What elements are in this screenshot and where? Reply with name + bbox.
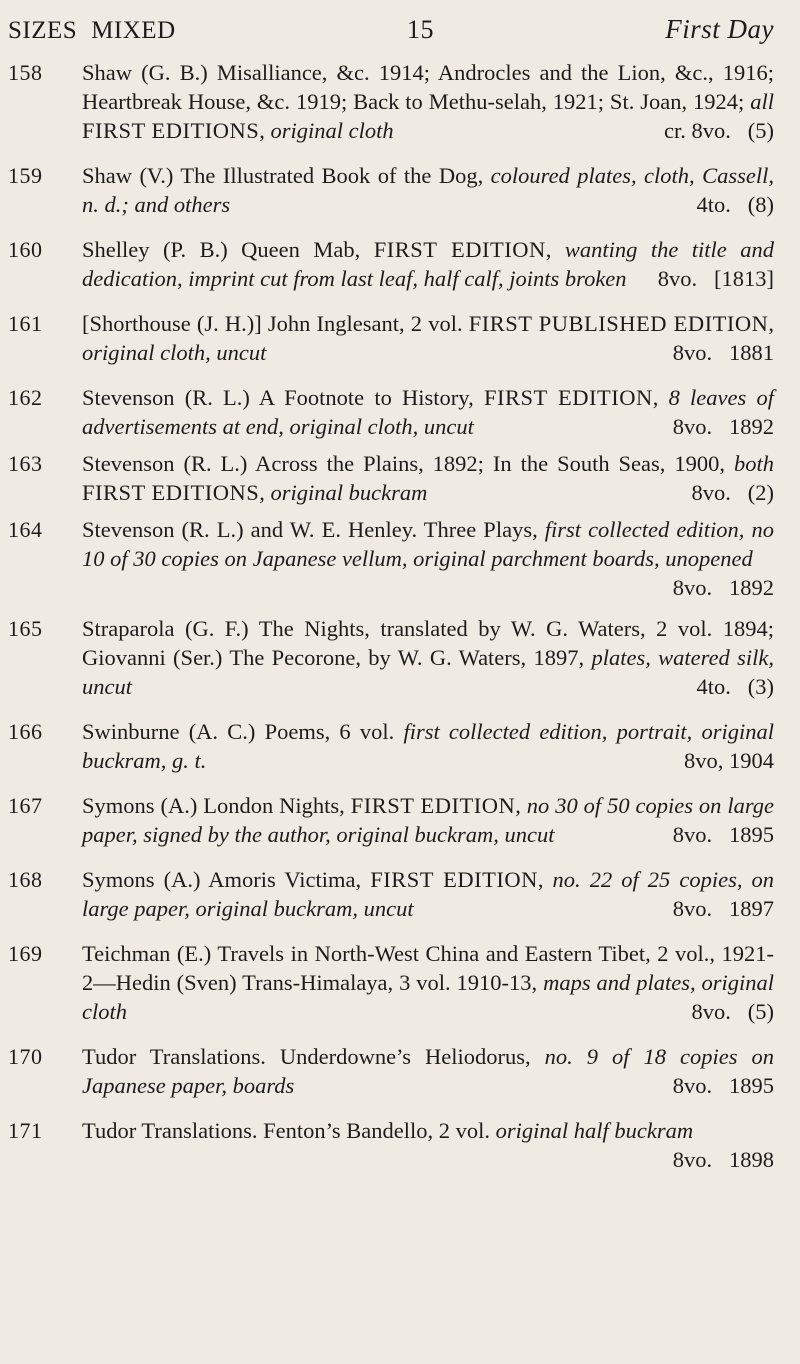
lot-text-segment: FIRST EDITIONS — [82, 118, 260, 143]
lot-body — [82, 939, 774, 1026]
lot-body — [82, 58, 774, 145]
lot-body — [82, 309, 774, 367]
lot-entry — [8, 309, 774, 367]
lot-entry — [8, 449, 774, 507]
lot-text-segment: , — [537, 867, 553, 892]
lot-entry — [8, 939, 774, 1026]
lot-text-segment: , — [768, 311, 774, 336]
lot-entry — [8, 1042, 774, 1100]
lot-text-segment: Stevenson (R. L.) and W. E. Henley. Three Plays, — [82, 517, 545, 542]
lot-format: 8vo. 1898 — [672, 1147, 774, 1172]
lot-text-segment: , — [652, 385, 669, 410]
lot-description — [82, 235, 774, 293]
page-number: 15 — [406, 15, 434, 44]
lot-body — [82, 235, 774, 293]
lot-number: 160 — [8, 237, 43, 262]
lot-description — [82, 1042, 774, 1100]
lot-number: 169 — [8, 941, 43, 966]
lot-text-segment: no. 9 of 18 copies on Japanese paper, boards — [82, 1044, 775, 1098]
lot-entry — [8, 865, 774, 923]
lot-number: 165 — [8, 616, 43, 641]
lot-text-segment: no 30 of 50 copies on large paper, signed by the author, original buckram, uncut — [82, 793, 775, 847]
lot-text-segment: FIRST PUBLISHED EDITION — [468, 311, 769, 336]
lot-body — [82, 449, 774, 507]
lot-body — [82, 865, 774, 923]
lot-text-segment: FIRST EDITION — [370, 867, 538, 892]
lot-number: 170 — [8, 1044, 43, 1069]
lot-description — [82, 515, 774, 600]
lot-text-segment: FIRST EDITION — [483, 385, 653, 410]
lot-text-segment: both — [733, 451, 774, 476]
lot-format: 8vo. (2) — [691, 480, 774, 505]
lot-text-segment: Shelley (P. B.) Queen Mab, — [82, 237, 374, 262]
lot-text-segment: wanting the title and dedication, imprint cut from last leaf, half calf, joints broken — [82, 237, 774, 291]
lot-text-segment: original cloth, uncut — [82, 340, 267, 365]
lot-number: 164 — [8, 517, 43, 542]
lot-number: 171 — [8, 1118, 43, 1143]
lot-description — [82, 383, 774, 441]
lot-format: 8vo. 1892 — [672, 575, 774, 600]
lot-text-segment: Shaw (V.) The Illustrated Book of the Dog, — [82, 163, 491, 188]
lot-text-segment: original buckram — [270, 480, 428, 505]
lot-text-segment: FIRST EDITIONS — [82, 480, 260, 505]
lot-format: 4to. (8) — [696, 192, 774, 217]
lot-format: 8vo. [1813] — [657, 266, 774, 291]
lot-entry — [8, 1116, 774, 1174]
lot-body — [82, 614, 774, 701]
lot-description — [82, 791, 774, 849]
lot-description — [82, 309, 774, 367]
lot-entry — [8, 717, 774, 775]
lot-description — [82, 865, 774, 923]
lot-format: 8vo. 1881 — [672, 340, 774, 365]
lot-description — [82, 161, 774, 219]
lot-format: 4to. (3) — [696, 674, 774, 699]
lot-text-segment: , — [259, 118, 271, 143]
lot-text-segment: , — [545, 237, 565, 262]
lot-text-segment: original half buckram — [495, 1118, 694, 1143]
lot-number: 158 — [8, 60, 43, 85]
lot-entry — [8, 383, 774, 441]
lot-number: 159 — [8, 163, 43, 188]
running-head — [8, 14, 774, 58]
running-head-sizes: SIZES — [8, 17, 78, 44]
lot-number: 167 — [8, 793, 43, 818]
lot-text-segment: Shaw (G. B.) Misalliance, &c. 1914; Androcles and the Lion, &c., 1916; Heartbreak House, &c. 1919; Back to Methu-selah, 1921; St. Joan, 1924; — [82, 60, 774, 114]
lot-text-segment: Tudor Translations. Underdowne’s Heliodorus, — [82, 1044, 545, 1069]
lot-text-segment: first collected edition, no 10 of 30 copies on Japanese vellum, original parchment boards, unopened — [82, 517, 774, 571]
lot-text-segment: Symons (A.) Amoris Victima, — [82, 867, 371, 892]
lot-body — [82, 161, 774, 219]
lot-body — [82, 1042, 774, 1100]
lot-text-segment: Stevenson (R. L.) A Footnote to History, — [82, 385, 484, 410]
lot-body — [82, 1116, 774, 1174]
lot-format: 8vo. 1895 — [672, 1073, 774, 1098]
lot-number: 161 — [8, 311, 43, 336]
lot-body — [82, 383, 774, 441]
lot-description — [82, 1116, 774, 1172]
lot-text-segment: first collected edition, portrait, original buckram, g. t. — [82, 719, 774, 773]
lot-format: 8vo. 1897 — [672, 896, 774, 921]
lot-entry — [8, 515, 774, 602]
lot-number: 168 — [8, 867, 43, 892]
lot-text-segment: FIRST EDITION — [350, 793, 516, 818]
lot-text-segment: coloured plates, cloth, Cassell, n. d.; and others — [82, 163, 774, 217]
lot-text-segment: [Shorthouse (J. H.)] John Inglesant, 2 vol. — [82, 311, 469, 336]
lot-text-segment: Symons (A.) London Nights, — [82, 793, 351, 818]
lot-format: 8vo. 1892 — [672, 414, 774, 439]
lot-description — [82, 939, 774, 1026]
lot-text-segment: , — [259, 480, 271, 505]
lot-body — [82, 515, 774, 602]
lot-text-segment: Straparola (G. F.) The Nights, translated by W. G. Waters, 2 vol. 1894; Giovanni (Ser.) The Pecorone, by W. G. Waters, 1897, — [82, 616, 774, 670]
lot-list — [8, 58, 774, 1174]
lot-text-segment: Stevenson (R. L.) Across the Plains, 1892; In the South Seas, 1900, — [82, 451, 734, 476]
lot-text-segment: Teichman (E.) Travels in North-West China and Eastern Tibet, 2 vol., 1921-2—Hedin (Sven) Trans-Himalaya, 3 vol. 1910-13, — [82, 941, 774, 995]
lot-format: cr. 8vo. (5) — [664, 118, 774, 143]
lot-number: 166 — [8, 719, 43, 744]
lot-description — [82, 58, 774, 145]
lot-entry — [8, 161, 774, 219]
lot-text-segment: no. 22 of 25 copies, on large paper, original buckram, uncut — [82, 867, 775, 921]
lot-text-segment: FIRST EDITION — [373, 237, 546, 262]
lot-format: 8vo. 1895 — [672, 822, 774, 847]
lot-text-segment: maps and plates, original cloth — [82, 970, 775, 1024]
lot-number: 163 — [8, 451, 43, 476]
lot-entry — [8, 235, 774, 293]
running-head-mixed: MIXED — [91, 17, 176, 44]
lot-format: 8vo, 1904 — [684, 748, 774, 773]
lot-description — [82, 614, 774, 701]
lot-text-segment: original cloth — [270, 118, 394, 143]
lot-text-segment: all — [750, 89, 774, 114]
lot-body — [82, 791, 774, 849]
lot-text-segment: Tudor Translations. Fenton’s Bandello, 2 vol. — [82, 1118, 496, 1143]
lot-entry — [8, 791, 774, 849]
running-head-left — [8, 17, 176, 45]
lot-text-segment: , — [515, 793, 527, 818]
lot-description — [82, 717, 774, 775]
lot-body — [82, 717, 774, 775]
lot-text-segment: 8 leaves of advertisements at end, original cloth, uncut — [82, 385, 774, 439]
lot-text-segment: Swinburne (A. C.) Poems, 6 vol. — [82, 719, 404, 744]
lot-text-segment: plates, watered silk, uncut — [82, 645, 774, 699]
lot-entry — [8, 614, 774, 701]
lot-entry — [8, 58, 774, 145]
lot-format: 8vo. (5) — [691, 999, 774, 1024]
lot-number: 162 — [8, 385, 43, 410]
lot-description — [82, 449, 774, 507]
running-head-day: First Day — [665, 14, 774, 44]
